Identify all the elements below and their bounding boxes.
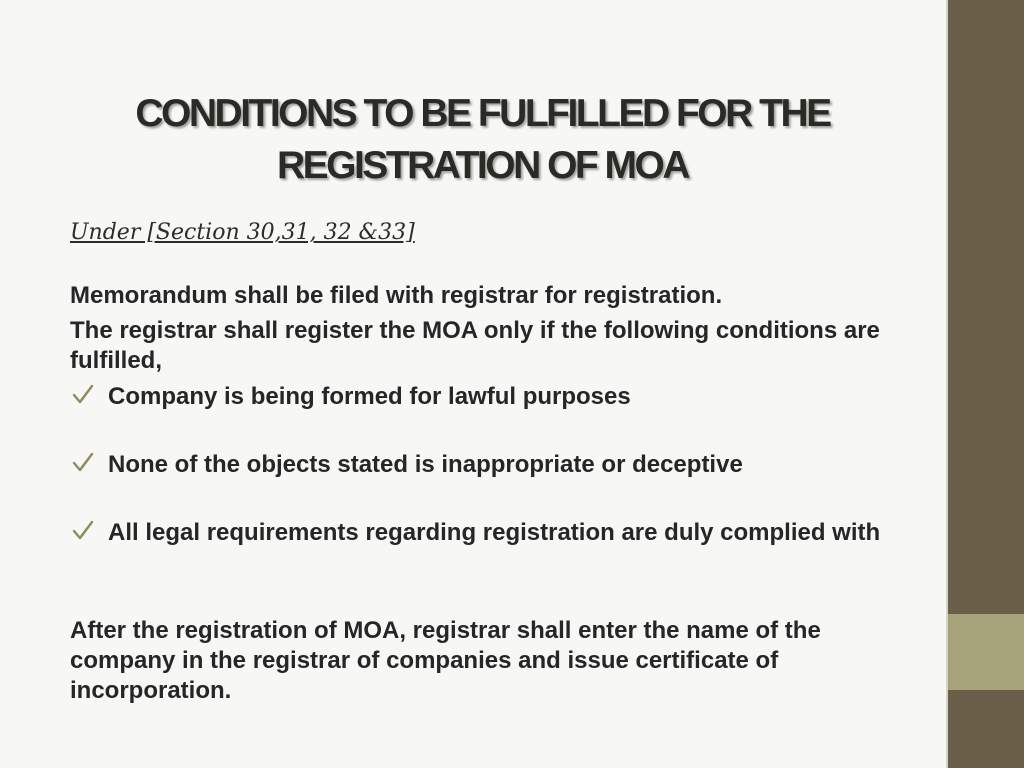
checklist-item-text: Company is being formed for lawful purposes	[108, 383, 631, 410]
checkmark-icon	[72, 451, 94, 473]
side-bar-accent-block	[948, 614, 1024, 690]
conditions-checklist	[70, 382, 900, 586]
section-reference: Under [Section 30,31, 32 &33]	[70, 220, 415, 245]
paragraph-filing: Memorandum shall be filed with registrar for registration.	[70, 282, 723, 309]
paragraph-closing: After the registration of MOA, registrar shall enter the name of the company in the registrar of companies and issue certificate of incorporation.	[70, 617, 821, 704]
checklist-item	[70, 450, 900, 480]
decorative-side-bar	[946, 0, 1024, 768]
checklist-item	[70, 382, 900, 412]
paragraph-conditions-intro: The registrar shall register the MOA only if the following conditions are fulfilled,	[70, 317, 880, 374]
checklist-item	[70, 518, 900, 548]
checklist-item-text: All legal requirements regarding registration are duly complied with	[108, 519, 881, 546]
checklist-item-text: None of the objects stated is inappropriate or deceptive	[108, 451, 743, 478]
checkmark-icon	[72, 383, 94, 405]
checkmark-icon	[72, 519, 94, 541]
slide-title: CONDITIONS TO BE FULFILLED FOR THE REGISTRATION OF MOA	[135, 92, 830, 187]
